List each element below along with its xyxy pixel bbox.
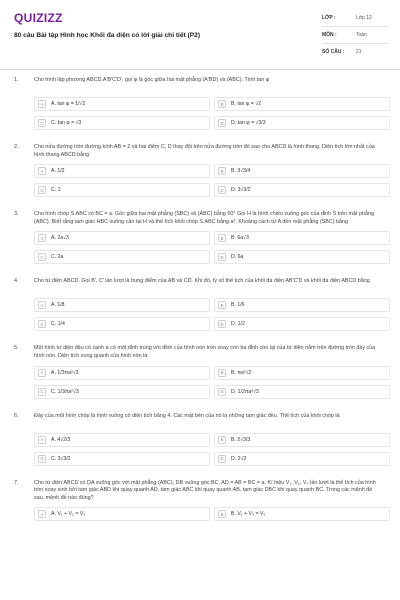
option-text: B. 6a√3 [231,235,249,242]
answer-option[interactable] [214,317,390,331]
answer-option[interactable] [34,298,210,312]
question-item [0,413,400,466]
option-text: B. tan φ = √2 [231,101,262,107]
option-letter-box: A [38,234,46,242]
option-letter-box: B [218,167,226,175]
question-text: Đáy của một hình chóp là hình vuông có diện tích bằng 4. Các mặt bên của nó là những tam giác đều. Thể tích của khối chóp là [34,412,340,419]
option-letter-box: C [38,186,46,194]
answer-option[interactable] [34,317,210,331]
meta-label: SỐ CÂU : [322,49,345,55]
answer-option[interactable] [34,385,210,399]
question-number: 3. [14,211,19,218]
meta-row [322,10,388,27]
answer-option[interactable] [214,231,390,245]
meta-row [322,27,388,44]
answer-option[interactable] [214,433,390,447]
question-text: Cho tứ diện ABCD. Gọi B', C' lần lượt là trung điểm của AB và CD. Khi đó, tỷ số thể tích của khối đa diện AB'C'D và khối đa diện ABCD bằng [34,278,370,285]
answer-option[interactable] [214,298,390,312]
option-letter-box: B [218,100,226,108]
answer-option[interactable] [214,452,390,466]
option-text: B. 2√3/3 [231,436,251,443]
option-letter-box: C [38,455,46,463]
option-letter-box: B [218,369,226,377]
meta-value: Toán [356,32,367,38]
option-letter-box: D [218,119,226,127]
answer-option[interactable] [34,433,210,447]
option-text: B. V₁ + V₃ = V₂ [231,511,266,518]
worksheet-title: 80 câu Bài tập Hình học Khối đa diện có lời giải chi tiết (P2) [14,32,201,39]
option-text: A. 1/8 [51,302,65,309]
option-text: C. 1/4 [51,321,65,328]
answer-option[interactable] [214,385,390,399]
option-text: D. 1/2 [231,321,245,328]
question-number: 2. [14,144,19,150]
answer-options [34,231,378,264]
answer-option[interactable] [34,97,210,111]
option-letter-box: A [38,301,46,309]
option-letter-box: C [38,320,46,328]
answer-option[interactable] [34,164,210,178]
question-number: 1. [14,77,19,83]
option-text: A. 1/2 [51,168,65,175]
option-letter-box: C [38,388,46,396]
worksheet-header [0,0,400,64]
option-text: D. 2√2 [231,455,247,462]
option-text: D. tan φ = √3/3 [231,120,266,126]
option-letter-box: B [218,436,226,444]
option-letter-box: D [218,320,226,328]
option-letter-box: D [218,455,226,463]
question-text: Cho hình lập phương ABCD.A'B'C'D', gọi φ là góc giữa hai mặt phẳng (A'BD) và (ABC). Tính tan φ [34,77,270,83]
option-text: C. tan φ = √3 [51,120,82,126]
option-text: A. V₁ + V₂ = V₃ [51,511,86,518]
question-item [0,278,400,331]
option-letter-box: D [218,186,226,194]
option-text: B. πa²√2 [231,369,252,376]
meta-row [322,44,388,60]
option-letter-box: A [38,436,46,444]
option-letter-box: D [218,388,226,396]
question-item [0,77,400,130]
answer-option[interactable] [214,97,390,111]
question-item [0,144,400,197]
meta-label: LỚP : [322,15,336,21]
option-text: B. 1/6 [231,302,245,309]
answer-option[interactable] [214,116,390,130]
option-text: D. 3√3/2 [231,187,251,194]
worksheet-meta [322,10,388,60]
answer-options [34,298,378,331]
answer-option[interactable] [214,183,390,197]
question-item [0,480,400,522]
answer-option[interactable] [34,366,210,380]
answer-options [34,366,378,399]
option-text: C. 2a [51,254,64,261]
meta-value: Lớp 12 [356,15,372,21]
option-letter-box: A [38,167,46,175]
option-letter-box: D [218,253,226,261]
question-text: Cho hình chóp S.ABC có BC = a. Góc giữa hai mặt phẳng (SBC) và (ABC) bằng 60° Gọi H là hình chiếu vuông góc của đỉnh S trên mặt phẳng (ABC). Biết rằng tam giác HBC vuông cân tại H và thể tích khối chóp S.ABC bằng a³. Khoảng cách từ A đến mặt phẳng (SBC) bằng [34,211,375,225]
option-text: D. 1/2πa²√3 [231,388,259,395]
option-text: A. tan φ = 1/√2 [51,101,86,107]
option-letter-box: A [38,510,46,518]
question-item [0,211,400,264]
answer-option[interactable] [34,452,210,466]
meta-value: 21 [356,49,362,55]
answer-option[interactable] [214,366,390,380]
option-letter-box: B [218,510,226,518]
answer-options [34,507,378,521]
option-text: C. 3√3/2 [51,455,71,462]
quizizz-logo: QUIZIZZ [14,11,63,25]
option-text: C. 1/3πa²√3 [51,388,79,395]
question-text: Một hình tứ diện đều có cạnh a có một đỉnh trùng với đỉnh của hình nón tròn xoay còn ba đỉnh còn lại của tứ diện nằm trên đường tròn đáy của hình nón. Diện tích xung quanh của hình nón là: [34,345,376,359]
question-list [0,77,400,535]
answer-options [34,97,378,130]
answer-option[interactable] [214,507,390,521]
question-number: 7. [14,479,19,486]
answer-option[interactable] [214,164,390,178]
option-letter-box: A [38,369,46,377]
answer-option[interactable] [34,116,210,130]
option-text: C. 1 [51,187,61,194]
option-letter-box: B [218,234,226,242]
question-number: 5. [14,345,19,352]
option-text: A. 2a√3 [51,235,69,242]
answer-options [34,164,378,197]
answer-option[interactable] [214,250,390,264]
option-text: D. 6a [231,254,244,261]
answer-option[interactable] [34,231,210,245]
option-letter-box: B [218,301,226,309]
answer-option[interactable] [34,507,210,521]
option-letter-box: C [38,253,46,261]
meta-label: MÔN : [322,32,337,38]
question-text: Cho tứ diện ABCD có DA vuông góc với mặt phẳng (ABC), DB vuông góc BC, AD = AB = BC = a. Kí hiệu V₁, V₂, V₃ lần lượt là thể tích của hình tròn xoay sinh bởi tam giác ABD khi quay quanh AD, tam giác ABC khi quay quanh AB, tam giác DBC khi quay quanh BC. Trong các mệnh đề sau, mệnh đề nào đúng? [34,479,376,501]
question-number: 6. [14,412,19,419]
question-number: 4. [14,278,19,285]
question-item [0,345,400,398]
header-divider [0,69,400,70]
option-text: B. 3√3/4 [231,168,251,175]
answer-option[interactable] [34,183,210,197]
question-text: Cho nửa đường tròn đường kính AB = 2 và hai điểm C, D thay đổi trên nửa đường tròn đó sao cho ABCD là hình thang. Diện tích lớn nhất của hình thang ABCD bằng [34,144,375,158]
option-letter-box: A [38,100,46,108]
option-text: A. 4√2/3 [51,436,71,443]
option-text: A. 1/3πa²√3 [51,369,79,376]
option-letter-box: C [38,119,46,127]
answer-options [34,433,378,466]
answer-option[interactable] [34,250,210,264]
